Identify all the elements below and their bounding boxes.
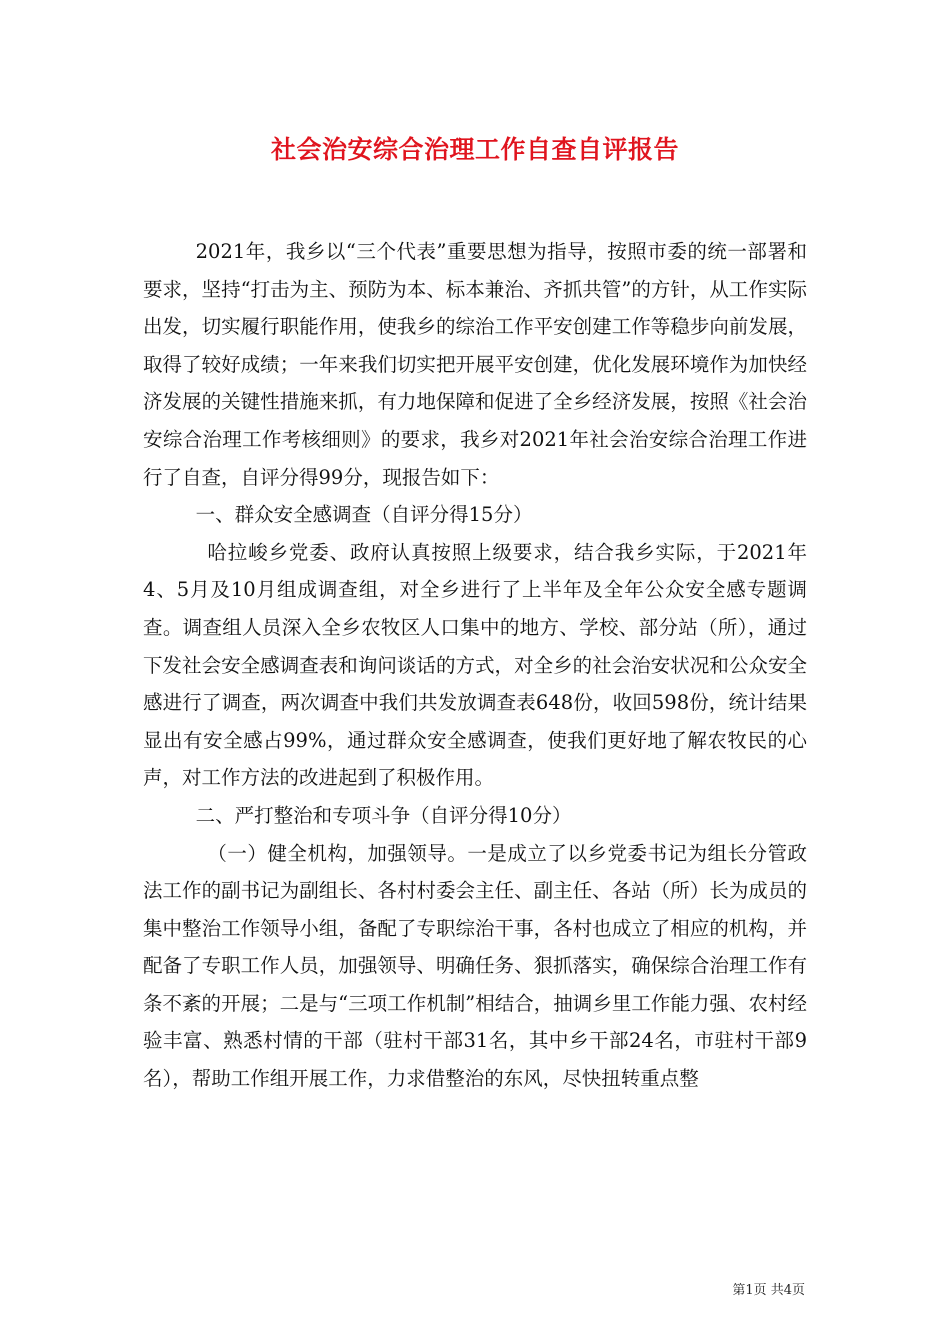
document-body (143, 233, 807, 1098)
intro-paragraph: 2021年，我乡以“三个代表”重要思想为指导，按照市委的统一部署和要求，坚持“打击为主、预防为本、标本兼治、齐抓共管”的方针，从工作实际出发，切实履行职能作用，使我乡的综治工作平安创建工作等稳步向前发展，取得了较好成绩；一年来我们切实把开展平安创建，优化发展环境作为加快经济发展的关键性措施来抓，有力地保障和促进了全乡经济发展，按照《社会治安综合治理工作考核细则》的要求，我乡对2021年社会治安综合治理工作进行了自查，自评分得99分，现报告如下： (143, 240, 807, 489)
section-1-paragraph: 哈拉峻乡党委、政府认真按照上级要求，结合我乡实际，于2021年4、5月及10月组成调查组，对全乡进行了上半年及全年公众安全感专题调查。调查组人员深入全乡农牧区人口集中的地方、学校、部分站（所），通过下发社会安全感调查表和询问谈话的方式，对全乡的社会治安状况和公众安全感进行了调查，两次调查中我们共发放调查表648份，收回598份，统计结果显出有安全感占99%，通过群众安全感调查，使我们更好地了解农牧民的心声，对工作方法的改进起到了积极作用。 (143, 540, 807, 790)
document-title: 社会治安综合治理工作自查自评报告 (270, 135, 679, 164)
page-number: 第1页 共4页 (732, 1283, 805, 1298)
section-2-paragraph: （一）健全机构，加强领导。一是成立了以乡党委书记为组长分管政法工作的副书记为副组长、各村村委会主任、副主任、各站（所）长为成员的集中整治工作领导小组，备配了专职综治干事，各村也成立了相应的机构，并配备了专职工作人员，加强领导、明确任务、狠抓落实，确保综合治理工作有条不紊的开展；二是与“三项工作机制”相结合，抽调乡里工作能力强、农村经验丰富、熟悉村情的干部（驻村干部31名，其中乡干部24名，市驻村干部9名），帮助工作组开展工作，力求借整治的东风，尽快扭转重点整 (143, 841, 807, 1091)
section-heading-2: 二、严打整治和专项斗争（自评分得10分） (195, 803, 572, 827)
section-heading-1: 一、群众安全感调查（自评分得15分） (195, 503, 533, 527)
